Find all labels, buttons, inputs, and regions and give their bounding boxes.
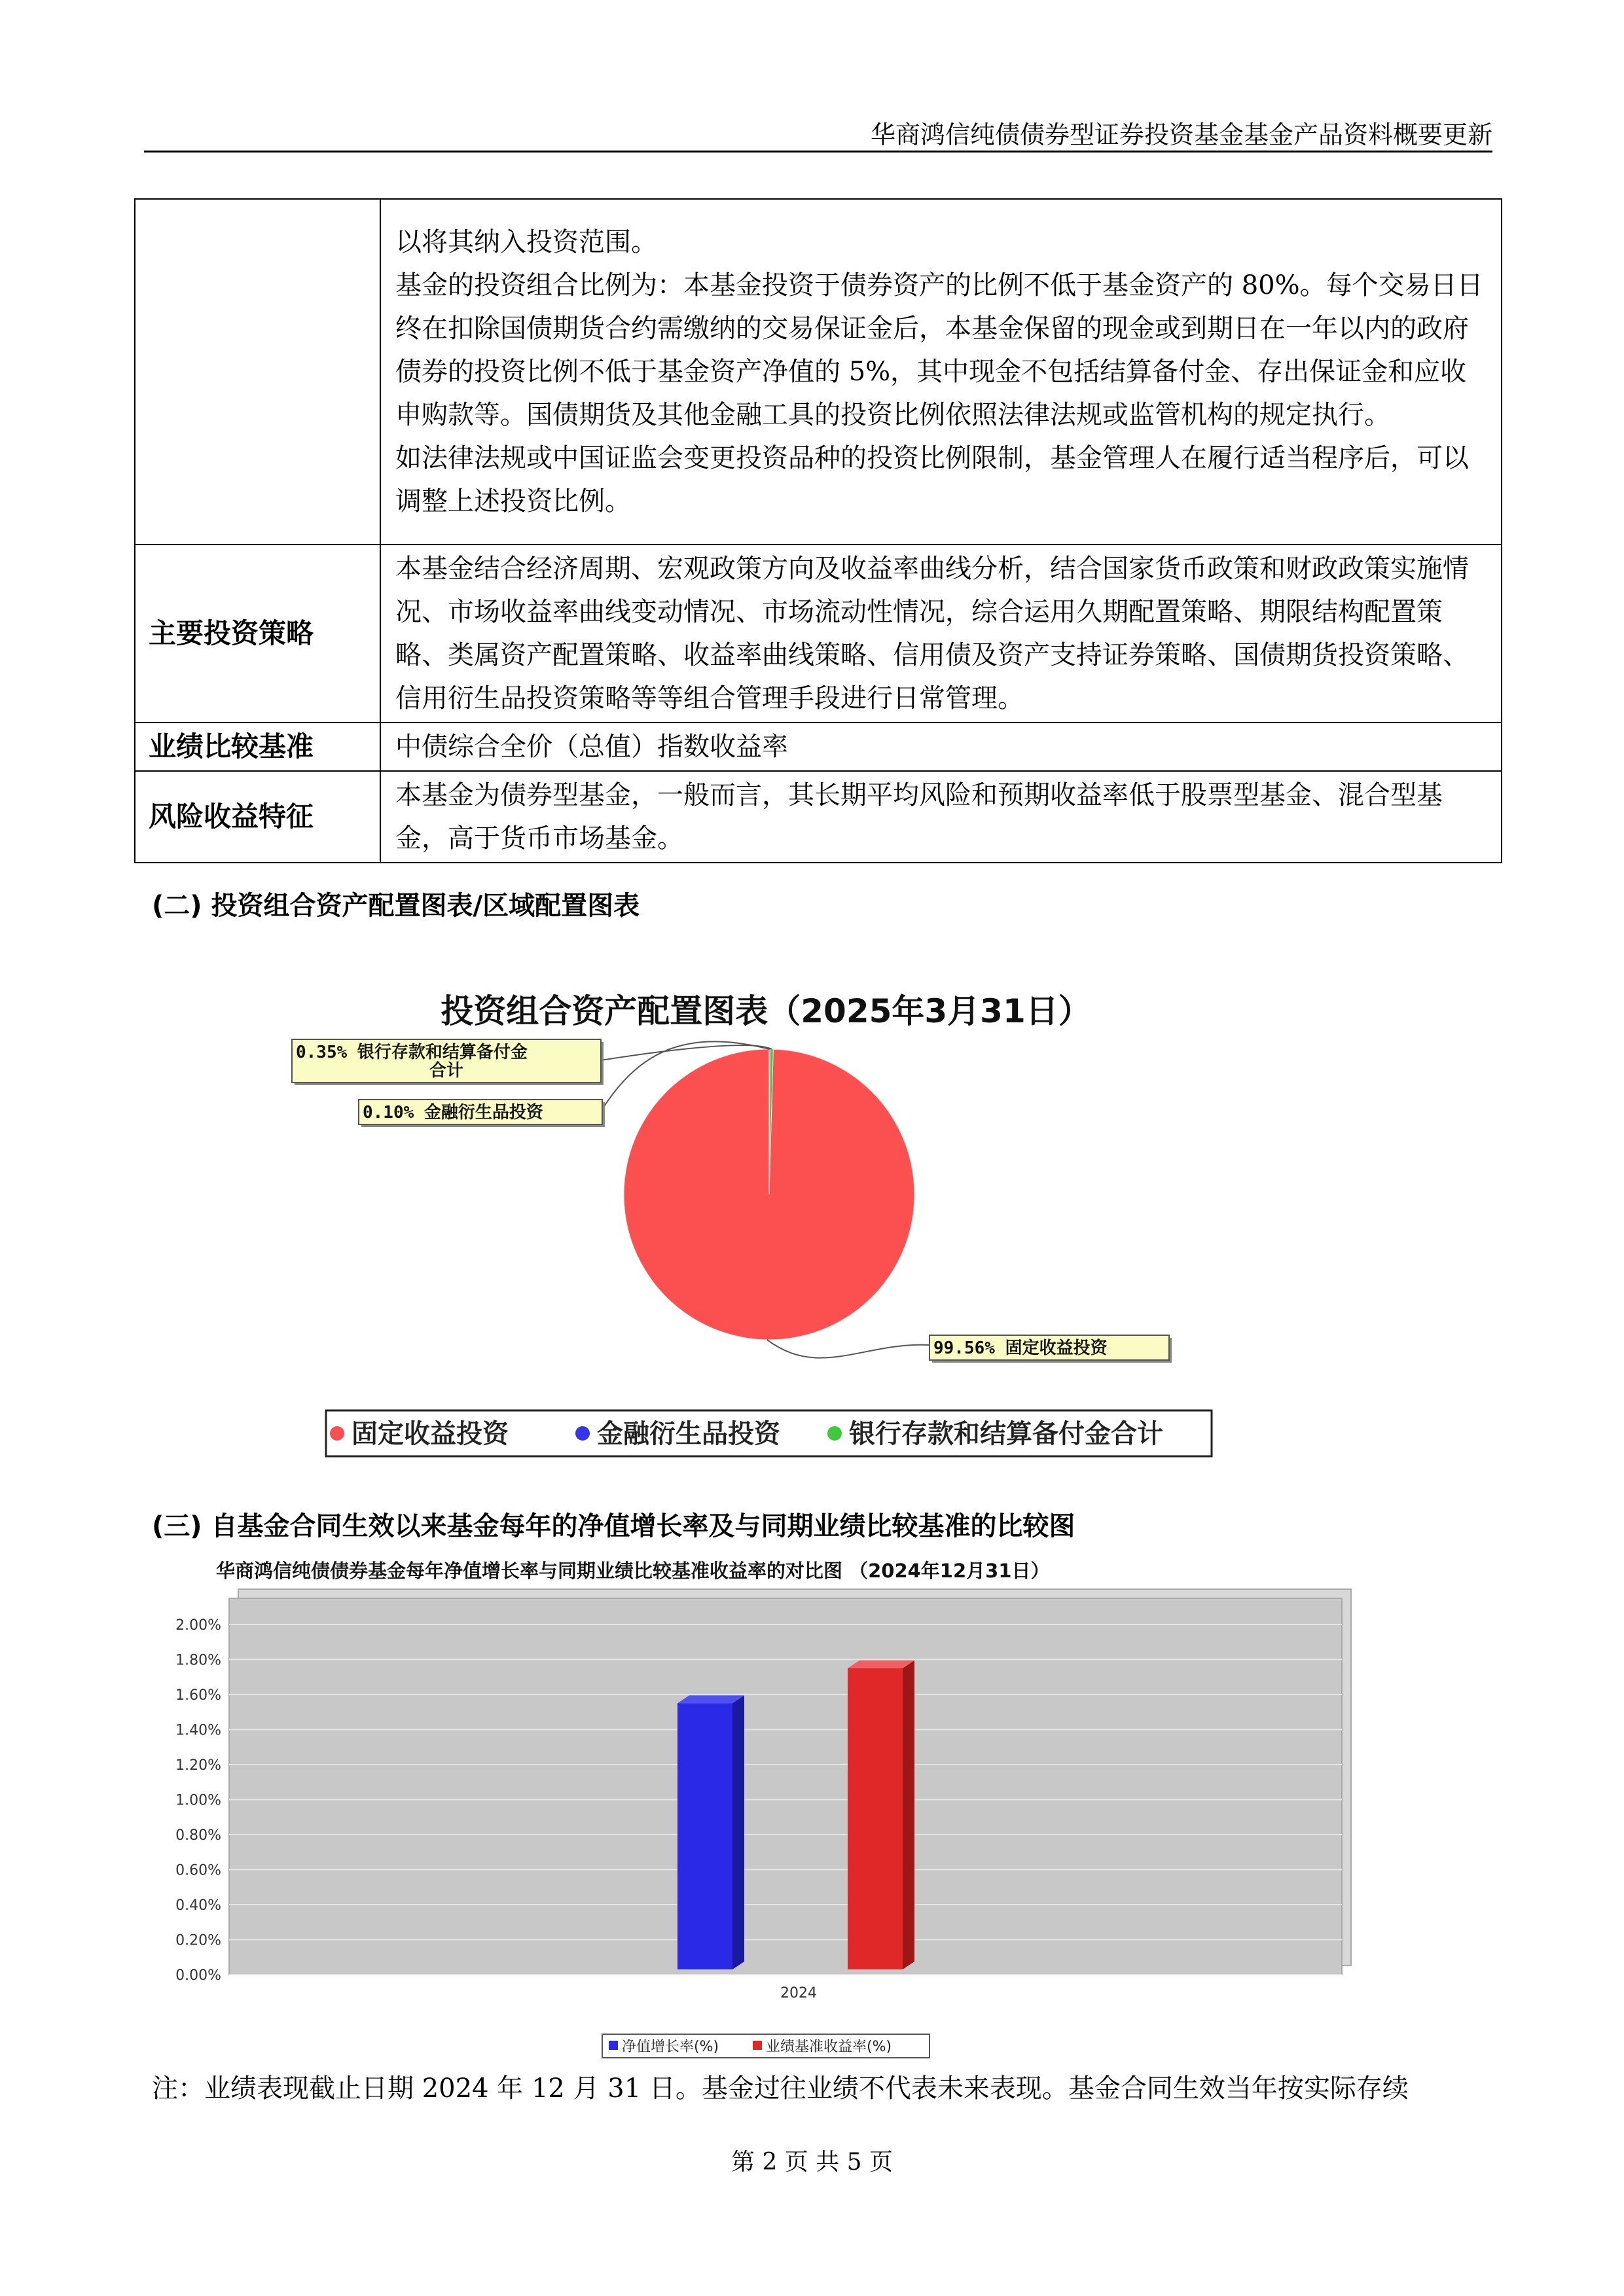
section-heading-performance-comparison: (三) 自基金合同生效以来基金每年的净值增长率及与同期业绩比较基准的比较图: [152, 1511, 1075, 1541]
label-derivatives: [359, 1100, 605, 1127]
plot-area: [229, 1598, 1342, 1975]
pie-slices: [624, 1049, 914, 1340]
bar-top: [677, 1695, 744, 1703]
bar-2: [848, 1660, 914, 1969]
asset-allocation-pie-chart: [275, 969, 1257, 1466]
bar-face: [677, 1703, 732, 1969]
table-row-benchmark: [135, 723, 1502, 771]
bar-side: [732, 1695, 744, 1969]
legend-marker: [575, 1426, 590, 1441]
bar-legend-label: 业绩基准收益率(%): [766, 2039, 892, 2055]
performance-bar-chart: [144, 1558, 1492, 2068]
table-paragraph: 如法律法规或中国证监会变更投资品种的投资比例限制，基金管理人在履行适当程序后，可以调整上述投资比例。: [395, 443, 1469, 516]
table-row-label: 主要投资策略: [135, 545, 380, 723]
x-tick-label: 2024: [780, 1985, 817, 2001]
bar-chart-title: 华商鸿信纯债债券基金每年净值增长率与同期业绩比较基准收益率的对比图 （2024年12月31日）: [216, 1560, 1050, 1582]
bar-legend-marker: [753, 2041, 762, 2050]
y-tick-label: 1.40%: [175, 1722, 221, 1739]
bar-top: [848, 1660, 914, 1668]
y-tick-label: 2.00%: [175, 1617, 221, 1634]
table-row-label: 业绩比较基准: [135, 723, 380, 771]
page-footer: 第 2 页 共 5 页: [731, 2149, 893, 2176]
performance-note: 注：业绩表现截止日期 2024 年 12 月 31 日。基金过往业绩不代表未来表现。基金合同生效当年按实际存续: [152, 2073, 1409, 2104]
table-row-risk-return: [135, 771, 1502, 863]
bar-legend-marker: [609, 2041, 618, 2050]
bar-1: [677, 1695, 744, 1969]
label-text: 合计: [429, 1061, 464, 1081]
section-heading-asset-allocation: (二) 投资组合资产配置图表/区域配置图表: [152, 891, 640, 921]
header-rule: [144, 151, 1492, 152]
leader-line-fixed-income: [767, 1340, 929, 1358]
y-tick-label: 1.00%: [175, 1792, 221, 1809]
legend-marker: [827, 1426, 842, 1441]
legend-label: 固定收益投资: [352, 1419, 509, 1449]
y-tick-label: 1.80%: [175, 1652, 221, 1669]
table-paragraph: 基金的投资组合比例为：本基金投资于债券资产的比例不低于基金资产的 80%。每个交易日日终在扣除国债期货合约需缴纳的交易保证金后，本基金保留的现金或到期日在一年以内的政府债券的投资比例不低于基金资产净值的 5%，其中现金不包括结算备付金、存出保证金和应收申购款等。国债期货及其他金融工具的投资比例依照法律法规或监管机构的规定执行。: [395, 270, 1483, 430]
table-paragraph: 本基金为债券型基金，一般而言，其长期平均风险和预期收益率低于股票型基金、混合型基金，高于货币市场基金。: [395, 780, 1443, 853]
bar-plot-area: [175, 1589, 1351, 2001]
label-text: 99.56% 固定收益投资: [933, 1338, 1108, 1358]
bar-legend-label: 净值增长率(%): [622, 2039, 719, 2055]
table-row-content: [380, 771, 1502, 863]
legend-label: 金融衍生品投资: [597, 1419, 780, 1449]
fund-info-table: [134, 198, 1502, 863]
y-tick-label: 0.20%: [175, 1932, 221, 1949]
legend-marker: [330, 1426, 344, 1441]
y-tick-label: 0.60%: [175, 1862, 221, 1879]
table-row-label: [135, 199, 380, 545]
table-row-investment-scope: [135, 199, 1502, 545]
table-paragraph: 中债综合全价（总值）指数收益率: [395, 732, 788, 762]
legend-label: 银行存款和结算备付金合计: [849, 1419, 1163, 1449]
label-bank-deposits: [292, 1039, 604, 1085]
table-row-content: [380, 199, 1502, 545]
bar-face: [848, 1668, 903, 1969]
y-tick-label: 1.20%: [175, 1757, 221, 1774]
table-row-content: [380, 545, 1502, 723]
label-text: 0.35% 银行存款和结算备付金: [296, 1043, 528, 1062]
table-row-content: [380, 723, 1502, 771]
table-paragraph: 以将其纳入投资范围。: [395, 227, 657, 257]
table-paragraph: 本基金结合经济周期、宏观政策方向及收益率曲线分析，结合国家货币政策和财政政策实施情况、市场收益率曲线变动情况、市场流动性情况，综合运用久期配置策略、期限结构配置策略、类属资产配置策略、收益率曲线策略、信用债及资产支持证券策略、国债期货投资策略、信用衍生品投资策略等等组合管理手段进行日常管理。: [395, 554, 1469, 713]
pie-legend: [326, 1410, 1212, 1456]
label-fixed-income: [929, 1335, 1172, 1363]
y-tick-label: 0.40%: [175, 1897, 221, 1914]
y-tick-label: 0.00%: [175, 1967, 221, 1984]
label-text: 0.10% 金融衍生品投资: [363, 1103, 543, 1122]
pie-chart-title: 投资组合资产配置图表（2025年3月31日）: [441, 992, 1091, 1030]
document-header-title: 华商鸿信纯债债券型证券投资基金基金产品资料概要更新: [870, 120, 1492, 149]
y-tick-label: 0.80%: [175, 1827, 221, 1844]
bar-side: [903, 1660, 914, 1969]
table-row-label: 风险收益特征: [135, 771, 380, 863]
table-row-strategy: [135, 545, 1502, 723]
y-tick-label: 1.60%: [175, 1687, 221, 1704]
bar-legend: [602, 2034, 929, 2058]
